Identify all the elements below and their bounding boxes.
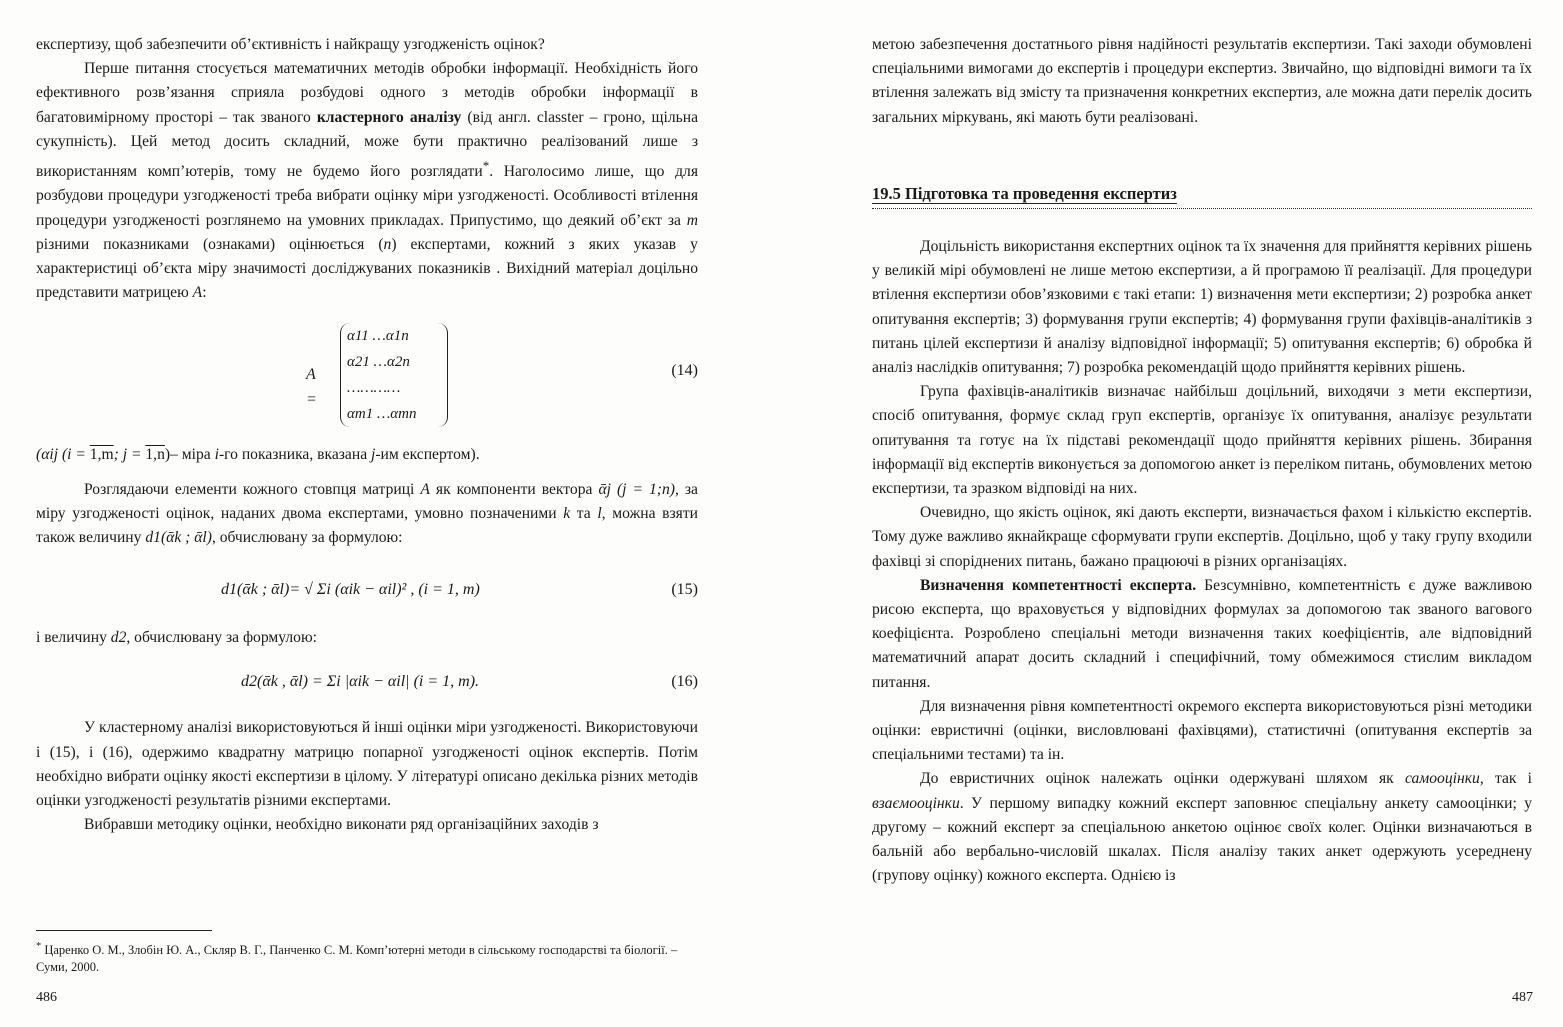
- matrix-formula: [36, 319, 698, 429]
- matrix-A: [340, 323, 448, 427]
- page-number: 487: [1512, 990, 1533, 1005]
- paragraph: Вибравши методику оцінки, необхідно виконати ряд організаційних заходів з: [84, 816, 599, 834]
- formula-16: [36, 658, 698, 716]
- paragraph: Розглядаючи елементи кожного стовпця матриці A як компоненти вектора ᾱj (j = 1;n), за міру узгодженості оцінок, наданих двома експертами, умовно позначеними k та l, можна взяти також величину d1(ᾱk ; ᾱl), обчислювану за формулою:: [36, 480, 698, 547]
- page-number: 486: [36, 990, 57, 1005]
- paragraph: Перше питання стосується математичних методів обробки інформації. Необхідність його ефективного розв’язання сприяла розбудові одного з методів обробки інформації в багатовимірному просторі – так званого кластерного аналізу (від англ. classter – гроно, щільна сукупність). Цей метод досить складний, може бути практично реалізований лише з використанням комп’ютерів, тому не будемо його розглядати*. Наголосимо лише, що для розбудови процедури узгодженості треба вибрати оцінку міри узгодженості. Особливості втілення процедури узгодженості розглянемо на умовних прикладах. Припустимо, що деякий об’єкт за m різними показниками (ознаками) оцінюється (n) експертами, кожний з яких указав у характеристиці об’єкта міру значимості досліджуваних показників . Вихідний матеріал доцільно представити матрицею A:: [36, 60, 698, 302]
- paragraph: Для визначення рівня компетентності окремого експерта використовуються різні методики оцінки: евристичні (оцінки, висловлювані фахівцями), статистичні (опитування експертів за спеціальними тестами) та ін.: [872, 697, 1532, 764]
- paragraph: Визначення компетентності експерта. Безсумнівно, компетентність є дуже важливою рисою експерта, що враховується у відповідних формулах за допомогою так званого вагового коефіцієнта. Розроблено спеціальні методи визначення таких коефіцієнтів, але відповідний математичний апарат досить складний і специфічний, тому обмежимося стислим викладом питання.: [872, 576, 1532, 691]
- left-page: [0, 0, 760, 1027]
- paragraph: Доцільність використання експертних оцінок та їх значення для прийняття керівних рішень у великій мірі обумовлені не лише метою експертизи, а й програмою її реалізації. Для процедури втілення експертизи обов’язковими є такі етапи: 1) визначення мети експертизи; 2) розробка анкет опитування експертів; 3) формування групи експертів; 4) формування групи фахівців-аналітиків з питань цілей експертизи й аналізу відповідної інформації; 5) опитування експертів; 6) обробка й аналіз наслідків опитування; 7) розробка рекомендацій щодо прийняття керівних рішень.: [872, 238, 1532, 377]
- paragraph: У кластерному аналізі використовуються й інші оцінки міри узгодженості. Використовуючи і (15), і (16), одержимо квадратну матрицю попарної узгодженості оцінок експертів. Потім необхідно вибрати оцінку якості експертизи в цілому. У літературі описано декілька різних методів оцінки узгодженості результатів різними експертами.: [36, 719, 698, 810]
- matrix-row: …………: [347, 380, 401, 397]
- paragraph: Очевидно, що якість оцінок, які дають експерти, визначається фахом і кількістю експертів. Тому дуже важливо якнайкраще сформувати групи експертів. Доцільно, щоб у таку групу входили фахівці зі споріднених питань, бажано працюючі в різних організаціях.: [872, 504, 1532, 570]
- footnote-rule: [36, 930, 212, 931]
- right-page-text: [872, 33, 1532, 889]
- matrix-row: αm1 …αmn: [347, 406, 417, 423]
- formula-15-body: d1(ᾱk ; ᾱl)= √ Σi (αik − αil)² , (i = 1, m): [221, 581, 480, 599]
- matrix-row: α11 …α1n: [347, 328, 409, 345]
- paragraph: і величину d2, обчислювану за формулою:: [36, 629, 317, 647]
- paragraph: (αij (i = 1,m; j = 1,n)– міра i-го показника, вказана j-им експертом).: [36, 446, 480, 464]
- formula-15: [36, 560, 698, 618]
- paragraph: експертизу, щоб забезпечити об’єктивність і найкращу узгодженість оцінок?: [36, 36, 545, 53]
- matrix-row: α21 …α2n: [347, 354, 410, 371]
- footnote: * Царенко О. М., Злобін Ю. А., Скляр В. Г., Панченко С. М. Комп’ютерні методи в сільському господарстві та біології. – Суми, 2000.: [36, 941, 678, 975]
- footnote-marker: *: [482, 158, 490, 174]
- formula-16-body: d2(ᾱk , ᾱl) = Σi |αik − αil| (i = 1, m).: [241, 673, 480, 691]
- equation-number: (14): [671, 362, 698, 380]
- right-page: [780, 0, 1563, 1027]
- term-competence: Визначення компетентності експерта.: [920, 576, 1197, 594]
- section-heading: 19.5 Підготовка та проведення експертиз: [872, 182, 1532, 209]
- equation-number: (15): [671, 581, 698, 599]
- paragraph: До евристичних оцінок належать оцінки одержувані шляхом як самооцінки, так і взаємооцінки. У першому випадку кожний експерт заповнює спеціальну анкету самооцінки; у другому – кожний експерт за спеціальною анкетою оцінює своїх колег. Оцінки визначаються в бальній або вербально-числовій шкалах. Після аналізу таких анкет одержують усереднену (групову оцінку) кожного експерта. Однією із: [872, 770, 1533, 885]
- paragraph: Група фахівців-аналітиків визначає найбільш доцільний, виходячи з мети експертизи, спосіб опитування, формує склад груп експертів, організує їх опитування, аналізує результати опитування та готує на їх підставі рекомендації щодо прийняття керівних рішень. Збирання інформації від експертів виконується за допомогою анкет із переліком питань, обумовлених метою експертизи, та зразком відповіді на них.: [872, 383, 1532, 498]
- paragraph: метою забезпечення достатнього рівня надійності результатів експертизи. Такі заходи обумовлені спеціальними вимогами до експертів і процедури експертиз. Звичайно, що відповідні вимоги та їх втілення залежать від змісту та призначення конкретних експертиз, але можна дати перелік досить загальних міркувань, які мають бути реалізовані.: [872, 36, 1532, 126]
- left-page-text: [36, 33, 698, 837]
- term-cluster-analysis: кластерного аналізу: [316, 108, 462, 126]
- matrix-lhs: A =: [306, 366, 317, 408]
- equation-number: (16): [671, 673, 698, 691]
